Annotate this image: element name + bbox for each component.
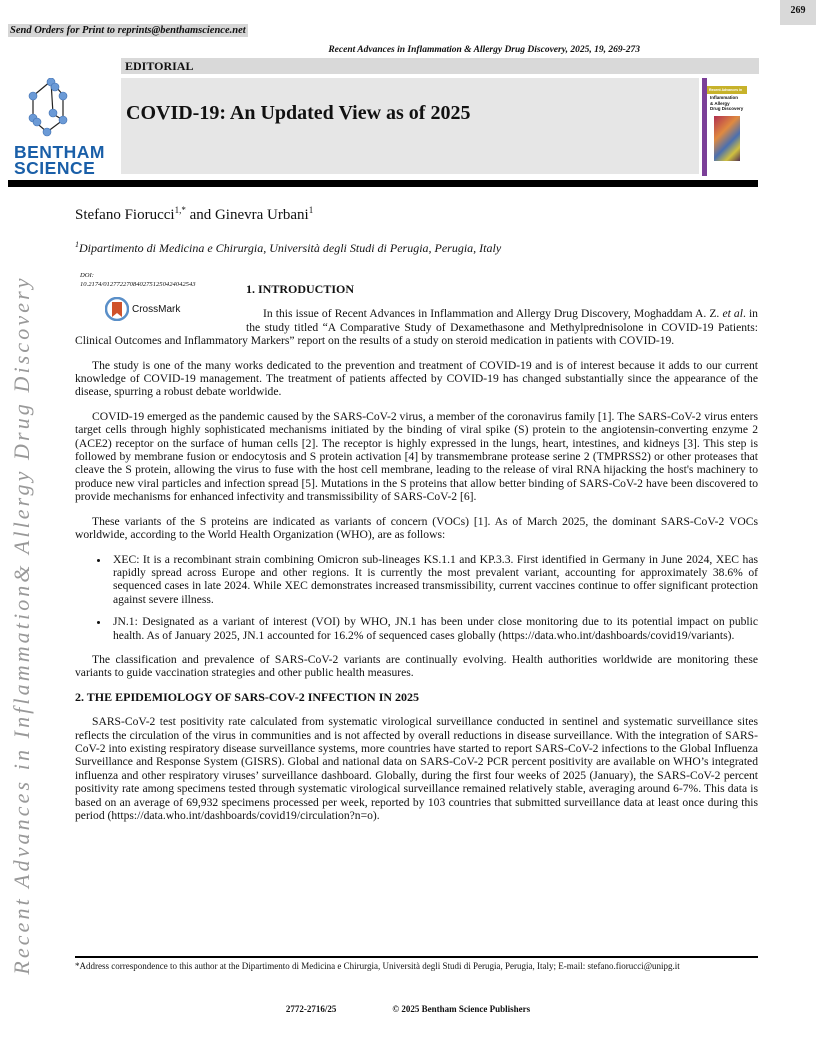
- affiliation-sup: 1: [75, 240, 79, 249]
- cover-line1: Inflammation: [710, 95, 739, 100]
- variant-list: [75, 553, 758, 642]
- footnote-rule: [75, 956, 758, 958]
- author-1: Stefano Fiorucci: [75, 207, 175, 223]
- page-footer: [0, 1004, 816, 1014]
- bentham-logo-text: [14, 144, 105, 176]
- article-type: EDITORIAL: [121, 58, 759, 74]
- journal-citation: [0, 45, 640, 55]
- journal-pages: , 269-273: [603, 45, 640, 55]
- cover-line2: & Allergy: [710, 100, 730, 106]
- paragraph: COVID-19 emerged as the pandemic caused by the SARS-CoV-2 virus, a member of the coronavirus family [1]. The SARS-CoV-2 virus enters target cells through highly sophisticated mechanisms initiated by the binding of viral spike (S) protein to the angiotensin-converting enzyme 2 (ACE2) receptor on the surface of human cells [2]. The receptor is highly expressed in the lungs, heart, intestines, and kidneys [3]. This step is followed by membrane fusion or endocytosis and S protein activation [4] by transmembrane protease serine 2 (TMPRSS2) or other proteases that cleave the S protein, allowing the virus to fuse with the host cell membrane, leading to the release of viral RNA hijacking the host's machinery to produce new viral particles and infection spread [5]. Mutations in the S proteins that allow better binding of SARS-CoV-2 have been discovered to provide mechanisms for enhanced infectivity and transmissibility of SARS-CoV-2 [6].: [75, 409, 758, 504]
- list-item: • XEC: It is a recombinant strain combining Omicron sub-lineages KS.1.1 and KP.3.3. First identified in Germany in June 2024, XEC has rapidly spread across Europe and other regions. It is currently the most prevalent variant, accounting for approximately 38.6% of sequenced cases in late 2024. While XEC demonstrates increased transmissibility, current vaccines continue to offer significant protection against severe illness.: [110, 553, 758, 607]
- issn: 2772-2716/25: [285, 1004, 337, 1014]
- correspondence-footnote: *Address correspondence to this author at the Dipartimento di Medicina e Chirurgia, Università degli Studi di Perugia, Perugia, Italy; E-mail: stefano.fiorucci@unipg.it: [75, 961, 680, 971]
- text-italic: et al: [722, 307, 743, 321]
- text: . in the study titled “A Comparative Study of Dexamethasone and Methylprednisolone in COVID-19 Patients: Clinical Outcomes and Inflammatory Markers” report on the results of a study on steroid medication in patients with COVID-19.: [75, 307, 758, 348]
- logo-line2: SCIENCE: [14, 158, 96, 178]
- cover-line3: Drug Discovery: [710, 106, 744, 111]
- paragraph: The classification and prevalence of SARS-CoV-2 variants are continually evolving. Health authorities worldwide are monitoring these variants to guide vaccination strategies and other public health measures.: [75, 652, 758, 680]
- journal-year: , 2025,: [565, 45, 595, 55]
- doi-block: [75, 271, 246, 333]
- journal-watermark: Recent Advances in Inflammation& Allergy Drug Discovery: [9, 275, 34, 975]
- cover-series: Recent Advances in: [707, 86, 747, 94]
- journal-cover-thumbnail[interactable]: [702, 78, 759, 176]
- crossmark-button[interactable]: [105, 297, 180, 321]
- cover-art: [714, 116, 740, 161]
- section-heading-epidemiology: 2. THE EPIDEMIOLOGY OF SARS-COV-2 INFECTION IN 2025: [75, 689, 420, 704]
- copyright: © 2025 Bentham Science Publishers: [392, 1004, 531, 1014]
- affiliation: [75, 240, 501, 256]
- author-1-sup: 1,*: [174, 205, 186, 215]
- orders-notice: Send Orders for Print to reprints@benthamscience.net: [10, 25, 246, 36]
- logo-line1: BENTHAM: [14, 142, 105, 162]
- author-2-sup: 1: [308, 205, 314, 215]
- doi-label: DOI:: [80, 272, 94, 279]
- authors: [75, 205, 313, 224]
- text: In this issue of Recent Advances in Inflammation and Allergy Drug Discovery, Moghaddam A. Z.: [263, 307, 723, 321]
- page-number: 269: [780, 0, 816, 25]
- section-heading-introduction: 1. INTRODUCTION: [246, 282, 355, 296]
- article-title: COVID-19: An Updated View as of 2025: [126, 102, 471, 124]
- journal-volume: 19: [594, 45, 604, 55]
- paragraph: SARS-CoV-2 test positivity rate calculated from systematic virological surveillance conducted in sentinel and systematic surveillance sites reflects the circulation of the virus in communities and is not affected by overall reductions in disease surveillance. With the integration of SARS-CoV-2 into existing respiratory disease surveillance systems, more countries have started to report SARS-CoV-2 infections to the Global Influenza Surveillance and Response System (GISRS). Global and national data on SARS-CoV-2 PCR percent positivity are available on WHO’s integrated influenza and other respiratory viruses’ surveillance dashboard. Globally, during the first four weeks of 2025 (January), the SARS-CoV-2 percent positivity rate among specimens tested through systematic virological surveillance remained relatively stable, averaging around 6-7%. This data is based on an average of 69,932 specimens processed per week, reported by 103 countries that submitted surveillance data at least once during this period (https://data.who.int/dashboards/covid19/circulation?n=o).: [75, 715, 758, 822]
- author-2: and Ginevra Urbani: [185, 207, 309, 223]
- journal-name: Recent Advances in Inflammation & Allergy Drug Discovery: [328, 45, 566, 55]
- doi-link[interactable]: 10.2174/0127722708402751250424042543: [80, 281, 196, 288]
- affiliation-text: Dipartimento di Medicina e Chirurgia, Università degli Studi di Perugia, Perugia, Italy: [79, 241, 502, 255]
- title-box: [121, 78, 699, 174]
- header-rule: [8, 180, 758, 187]
- article-body: [75, 272, 758, 833]
- crossmark-icon: [105, 297, 129, 321]
- list-item: • JN.1: Designated as a variant of interest (VOI) by WHO, JN.1 has been under close monitoring due to its potential impact on public health. As of January 2025, JN.1 accounted for 16.2% of sequenced cases globally (https://data.who.int/dashboards/covid19/variants).: [110, 615, 758, 642]
- paragraph: These variants of the S proteins are indicated as variants of concern (VOCs) [1]. As of March 2025, the dominant SARS-CoV-2 VOCs worldwide, according to the World Health Organization (WHO), are as follows:: [75, 514, 758, 542]
- paragraph: The study is one of the many works dedicated to the prevention and treatment of COVID-19 and is of interest because it adds to our current knowledge of COVID-19 management. The treatment of patients affected by COVID-19 has changed substantially since the appearance of the disease, spurring a robust debate worldwide.: [75, 358, 758, 399]
- crossmark-label: CrossMark: [132, 303, 181, 315]
